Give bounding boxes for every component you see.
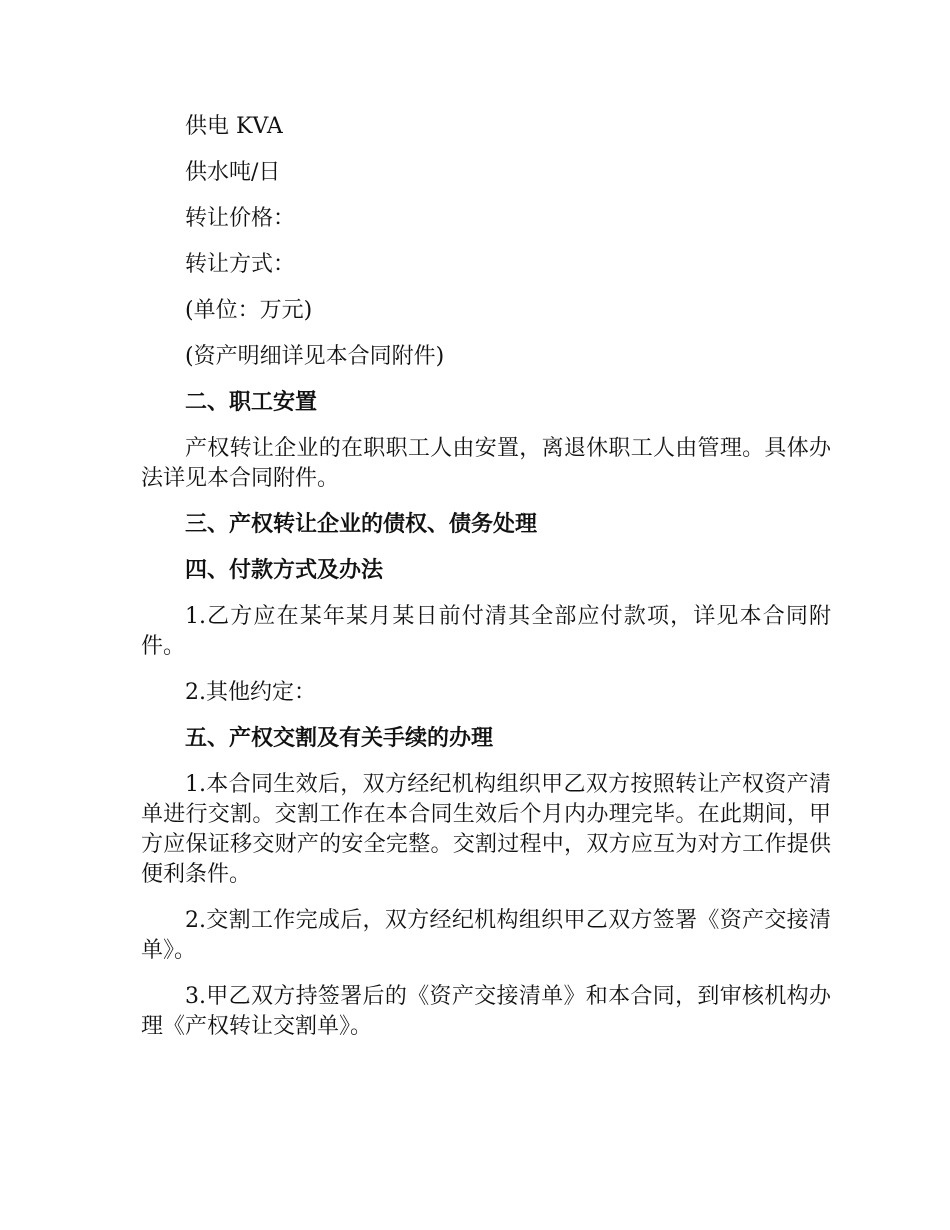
section-2-paragraph: 产权转让企业的在职职工人由安置，离退休职工人由管理。具体办法详见本合同附件。 xyxy=(141,436,831,491)
section-4-heading: 四、付款方式及办法 xyxy=(185,558,384,583)
transfer-price-line: 转让价格： xyxy=(185,206,296,231)
section-5-item-2: 2.交割工作完成后，双方经纪机构组织甲乙双方签署《资产交接清单》。 xyxy=(141,908,831,963)
power-supply-line: 供电 KVA xyxy=(185,114,283,139)
water-supply-line: 供水吨/日 xyxy=(185,160,281,185)
section-5-item-3: 3.甲乙双方持签署后的《资产交接清单》和本合同，到审核机构办理《产权转让交割单》。 xyxy=(141,984,831,1039)
section-5-item-1: 1.本合同生效后，双方经纪机构组织甲乙双方按照转让产权资产清单进行交割。交割工作在本合同生效后个月内办理完毕。在此期间，甲方应保证移交财产的安全完整。交割过程中，双方应互为对方工作提供便利条件。 xyxy=(141,772,831,887)
section-2-heading: 二、职工安置 xyxy=(185,390,318,415)
transfer-method-line: 转让方式： xyxy=(185,252,296,277)
section-5-heading: 五、产权交割及有关手续的办理 xyxy=(185,726,494,751)
section-3-heading: 三、产权转让企业的债权、债务处理 xyxy=(185,512,538,537)
unit-note-line: (单位：万元) xyxy=(185,298,313,323)
asset-detail-note-line: (资产明细详见本合同附件) xyxy=(185,344,445,369)
document-body xyxy=(141,112,831,1058)
section-4-item-2: 2.其他约定： xyxy=(185,680,316,705)
section-4-item-1: 1.乙方应在某年某月某日前付清其全部应付款项，详见本合同附件。 xyxy=(141,604,831,659)
